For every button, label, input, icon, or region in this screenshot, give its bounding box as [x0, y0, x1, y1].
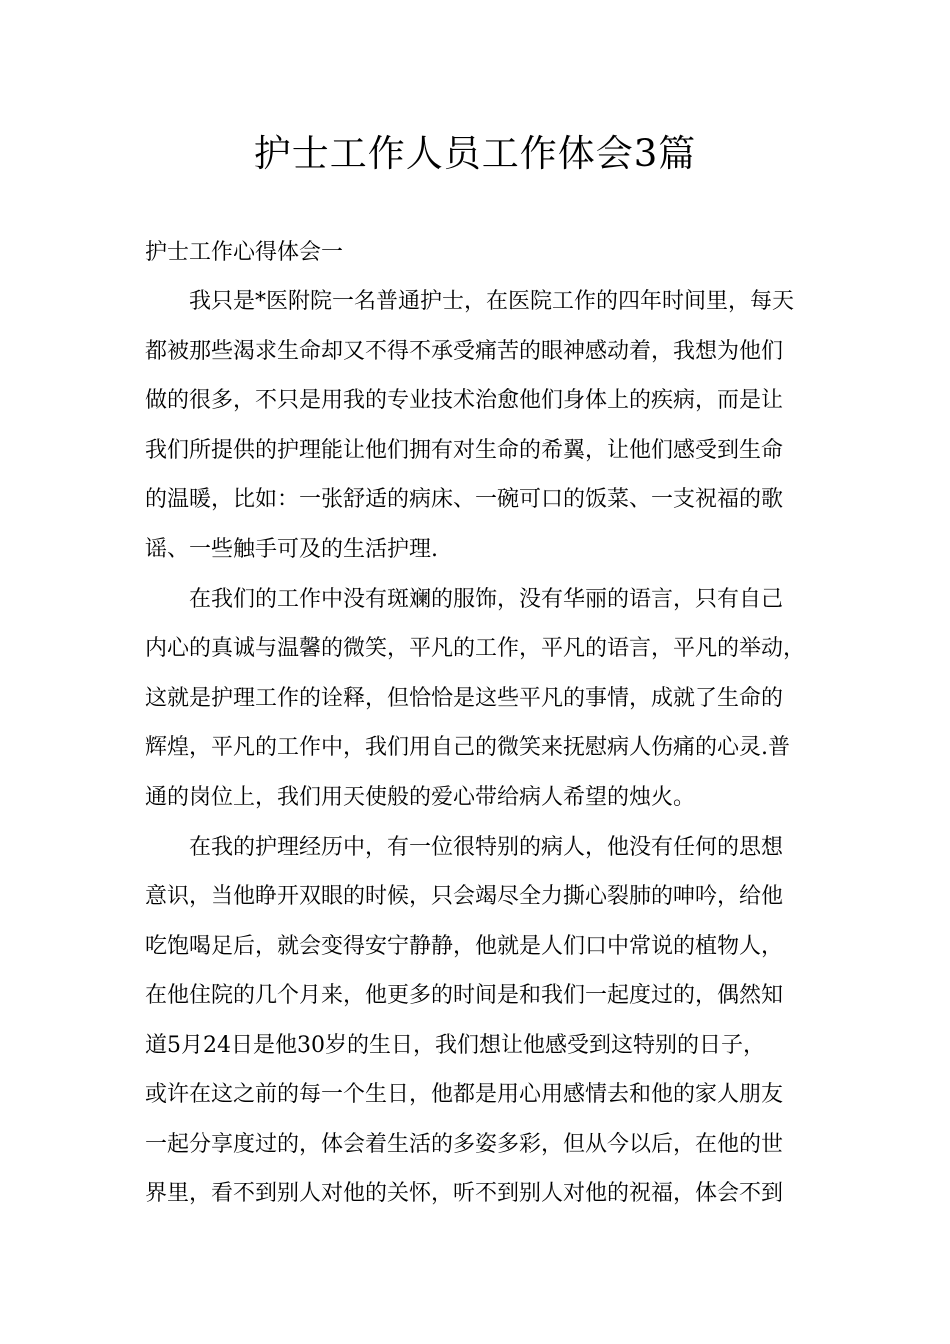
paragraph-line: 在我的护理经历中，有一位很特别的病人，他没有任何的思想 — [189, 835, 784, 860]
paragraph-line: 在我们的工作中没有斑斓的服饰，没有华丽的语言，只有自己 — [189, 587, 784, 612]
paragraph-line: 我只是*医附院一名普通护士，在医院工作的四年时间里，每天 — [189, 289, 795, 314]
paragraph-line: 都被那些渴求生命却又不得不承受痛苦的眼神感动着，我想为他们 — [145, 339, 784, 364]
paragraph-line: 一起分享度过的，体会着生活的多姿多彩，但从今以后，在他的世 — [145, 1132, 784, 1157]
paragraph-line: 吃饱喝足后，就会变得安宁静静，他就是人们口中常说的植物人， — [145, 934, 784, 959]
paragraph-line: 谣、一些触手可及的生活护理. — [145, 537, 438, 562]
paragraph-line: 界里，看不到别人对他的关怀，听不到别人对他的祝福，体会不到 — [145, 1181, 784, 1206]
section-heading: 护士工作心得体会一 — [145, 240, 344, 265]
paragraph-line: 我们所提供的护理能让他们拥有对生命的希翼，让他们感受到生命 — [145, 438, 784, 463]
document-title: 护士工作人员工作体会3篇 — [253, 132, 697, 175]
paragraph-line: 的温暖，比如：一张舒适的病床、一碗可口的饭菜、一支祝福的歌 — [145, 487, 784, 512]
paragraph-line: 道5月24日是他30岁的生日，我们想让他感受到这特别的日子， — [145, 1033, 765, 1058]
paragraph-line: 意识，当他睁开双眼的时候，只会竭尽全力撕心裂肺的呻吟，给他 — [145, 884, 784, 909]
paragraph-line: 或许在这之前的每一个生日，他都是用心用感情去和他的家人朋友 — [145, 1082, 784, 1107]
paragraph-line: 通的岗位上，我们用天使般的爱心带给病人希望的烛火。 — [145, 785, 696, 810]
paragraph-line: 辉煌，平凡的工作中，我们用自己的微笑来抚慰病人伤痛的心灵.普 — [145, 735, 790, 760]
paragraph-line: 内心的真诚与温馨的微笑，平凡的工作，平凡的语言，平凡的举动， — [145, 636, 806, 661]
paragraph-line: 在他住院的几个月来，他更多的时间是和我们一起度过的，偶然知 — [145, 983, 784, 1008]
paragraph-line: 这就是护理工作的诠释，但恰恰是这些平凡的事情，成就了生命的 — [145, 686, 784, 711]
paragraph-line: 做的很多，不只是用我的专业技术治愈他们身体上的疾病，而是让 — [145, 388, 784, 413]
